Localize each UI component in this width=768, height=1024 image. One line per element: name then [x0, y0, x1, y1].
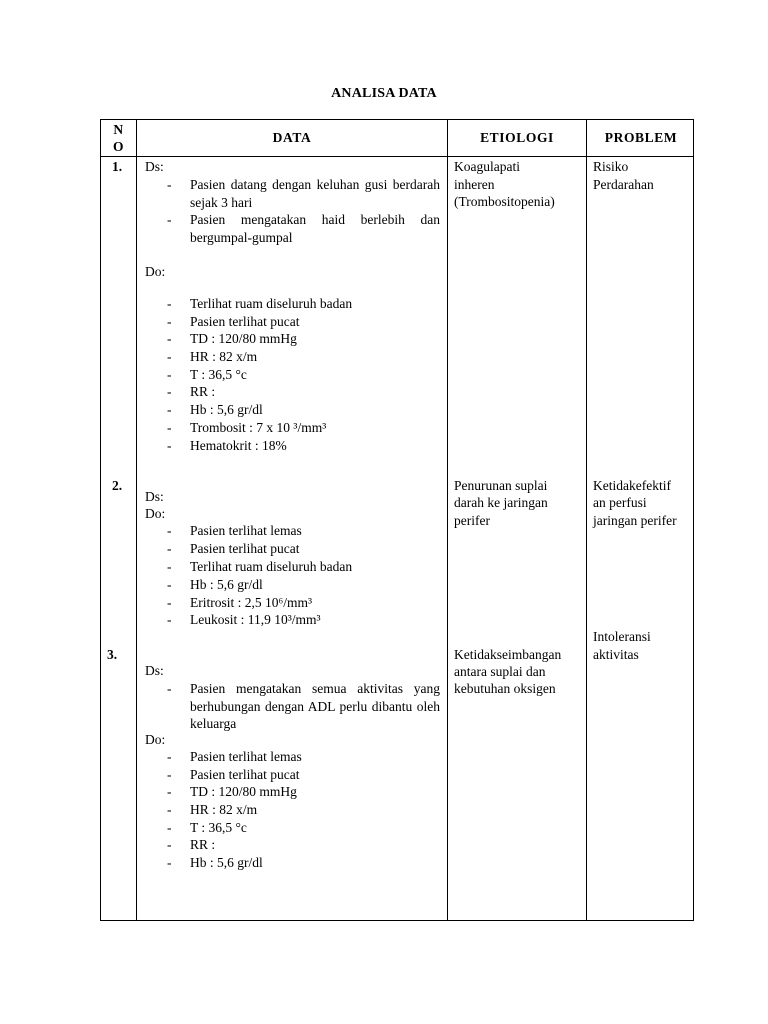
do-item: Pasien terlihat pucat [190, 541, 300, 556]
bullet-dash: - [167, 402, 172, 417]
header-no-line2: O [112, 139, 125, 154]
bullet-dash: - [167, 820, 172, 835]
do-item: Terlihat ruam diseluruh badan [190, 296, 353, 311]
do-item: RR : [190, 384, 216, 399]
etiologi-line: (Trombositopenia) [454, 194, 555, 209]
row-number: 1. [112, 159, 123, 174]
bullet-dash: - [167, 296, 172, 311]
document-title: ANALISA DATA [331, 86, 437, 101]
do-item: HR : 82 x/m [190, 802, 258, 817]
bullet-dash: - [167, 855, 172, 870]
bullet-dash: - [167, 595, 172, 610]
column-divider [136, 120, 137, 920]
problem-line: Perdarahan [593, 177, 654, 192]
bullet-dash: - [167, 541, 172, 556]
bullet-dash: - [167, 577, 172, 592]
bullet-dash: - [167, 523, 172, 538]
bullet-dash: - [167, 438, 172, 453]
bullet-dash: - [167, 314, 172, 329]
etiologi-line: inheren [454, 177, 495, 192]
etiologi-line: Ketidakseimbangan [454, 647, 562, 662]
ds-label: Ds: [145, 489, 164, 504]
do-item: Pasien terlihat lemas [190, 523, 302, 538]
problem-line: Risiko [593, 159, 629, 174]
do-item: Hb : 5,6 gr/dl [190, 577, 263, 592]
do-item: RR : [190, 837, 216, 852]
do-item: Hb : 5,6 gr/dl [190, 402, 263, 417]
bullet-dash: - [167, 420, 172, 435]
problem-line: an perfusi [593, 495, 647, 510]
bullet-dash: - [167, 331, 172, 346]
bullet-dash: - [167, 367, 172, 382]
ds-label: Ds: [145, 663, 164, 678]
bullet-dash: - [167, 681, 172, 696]
ds-item: Pasien mengatakan haid berlebih dan bergumpal-gumpal [190, 212, 440, 245]
header-data: DATA [272, 130, 312, 145]
etiologi-line: perifer [454, 513, 490, 528]
do-label: Do: [145, 732, 166, 747]
header-divider [101, 156, 693, 157]
do-item: T : 36,5 °c [190, 820, 247, 835]
bullet-dash: - [167, 559, 172, 574]
etiologi-line: antara suplai dan [454, 664, 546, 679]
column-divider [447, 120, 448, 920]
header-problem: PROBLEM [604, 130, 678, 145]
bullet-dash: - [167, 612, 172, 627]
row-number: 3. [107, 647, 118, 662]
row-number: 2. [112, 478, 123, 493]
do-item: Pasien terlihat lemas [190, 749, 302, 764]
bullet-dash: - [167, 802, 172, 817]
do-item: Hematokrit : 18% [190, 438, 287, 453]
header-etiologi: ETIOLOGI [480, 130, 554, 145]
etiologi-line: Koagulapati [454, 159, 520, 174]
ds-item: Pasien mengatakan semua aktivitas yang berhubungan dengan ADL perlu dibantu oleh keluarga [190, 681, 440, 732]
bullet-dash: - [167, 837, 172, 852]
bullet-dash: - [167, 349, 172, 364]
column-divider [586, 120, 587, 920]
analysis-table [100, 119, 694, 921]
problem-line: Intoleransi [593, 629, 651, 644]
do-item: Terlihat ruam diseluruh badan [190, 559, 353, 574]
etiologi-line: darah ke jaringan [454, 495, 548, 510]
etiologi-line: Penurunan suplai [454, 478, 548, 493]
bullet-dash: - [167, 384, 172, 399]
bullet-dash: - [167, 767, 172, 782]
header-no [101, 120, 136, 156]
do-item: Eritrosit : 2,5 10⁶/mm³ [190, 595, 313, 610]
do-item: TD : 120/80 mmHg [190, 784, 297, 799]
do-label: Do: [145, 506, 166, 521]
bullet-dash: - [167, 212, 172, 227]
header-no-line1: N [113, 122, 124, 137]
bullet-dash: - [167, 177, 172, 192]
do-item: TD : 120/80 mmHg [190, 331, 297, 346]
do-item: Pasien terlihat pucat [190, 767, 300, 782]
do-item: Pasien terlihat pucat [190, 314, 300, 329]
do-item: HR : 82 x/m [190, 349, 258, 364]
do-item: Trombosit : 7 x 10 ³/mm³ [190, 420, 327, 435]
do-item: T : 36,5 °c [190, 367, 247, 382]
problem-line: aktivitas [593, 647, 639, 662]
do-item: Leukosit : 11,9 10³/mm³ [190, 612, 321, 627]
do-label: Do: [145, 264, 166, 279]
do-item: Hb : 5,6 gr/dl [190, 855, 263, 870]
bullet-dash: - [167, 784, 172, 799]
ds-item: Pasien datang dengan keluhan gusi berdarah sejak 3 hari [190, 177, 440, 210]
ds-label: Ds: [145, 159, 164, 174]
problem-line: jaringan perifer [593, 513, 677, 528]
problem-line: Ketidakefektif [593, 478, 671, 493]
bullet-dash: - [167, 749, 172, 764]
etiologi-line: kebutuhan oksigen [454, 681, 556, 696]
